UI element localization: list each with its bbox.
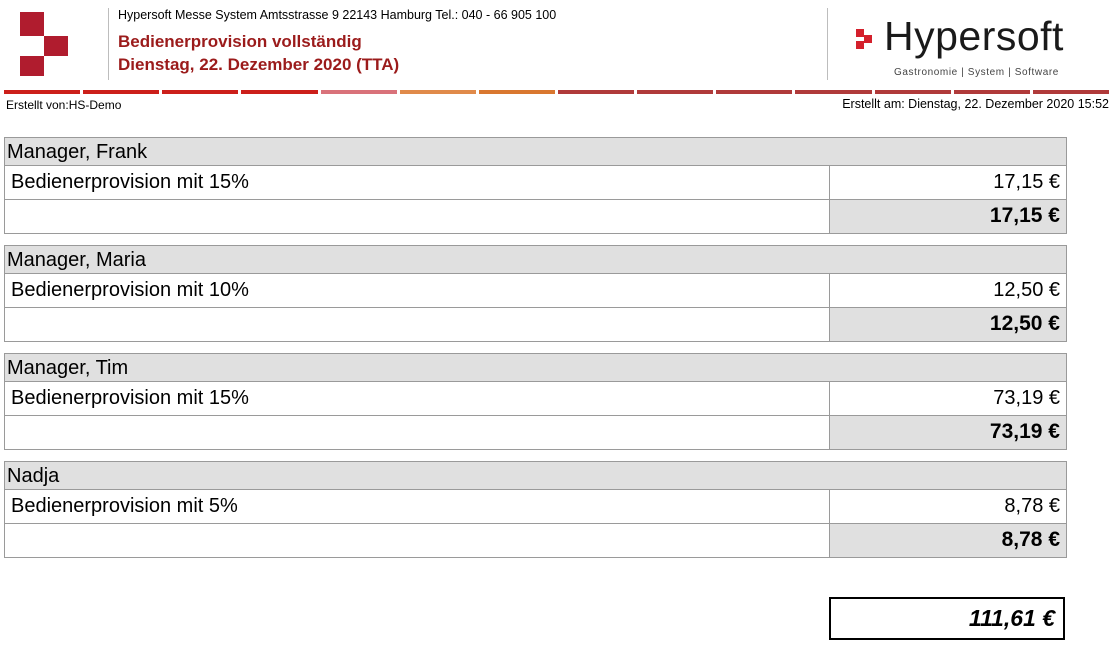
created-by: Erstellt von:HS-Demo bbox=[6, 98, 122, 112]
operator-group bbox=[4, 353, 1067, 450]
subtotal-value: 8,78 € bbox=[830, 524, 1066, 557]
brand-mark-icon bbox=[856, 29, 876, 49]
commission-value: 17,15 € bbox=[993, 171, 1060, 193]
commission-value: 8,78 € bbox=[1004, 495, 1060, 517]
grand-total: 111,61 € bbox=[829, 597, 1065, 640]
subtotal-row bbox=[4, 416, 1067, 450]
subtotal-value: 12,50 € bbox=[830, 308, 1066, 341]
commission-value: 73,19 € bbox=[993, 387, 1060, 409]
commission-label: Bedienerprovision mit 15% bbox=[5, 166, 830, 199]
company-logo bbox=[20, 12, 68, 76]
commission-row bbox=[4, 490, 1067, 524]
operator-group bbox=[4, 245, 1067, 342]
operator-name: Manager, Maria bbox=[4, 245, 1067, 274]
subtotal-label bbox=[5, 200, 830, 233]
subtotal-value: 17,15 € bbox=[830, 200, 1066, 233]
operator-name: Manager, Frank bbox=[4, 137, 1067, 166]
header-color-strip bbox=[4, 90, 1109, 94]
created-at: Erstellt am: Dienstag, 22. Dezember 2020 15:52 bbox=[842, 97, 1109, 111]
report-title: Bedienerprovision vollständig bbox=[118, 32, 362, 51]
operator-name: Nadja bbox=[4, 461, 1067, 490]
brand-name: Hypersoft bbox=[884, 13, 1064, 59]
operator-group bbox=[4, 137, 1067, 234]
subtotal-row bbox=[4, 308, 1067, 342]
commission-row bbox=[4, 166, 1067, 200]
hypersoft-brand-logo bbox=[850, 10, 1090, 80]
operator-name: Manager, Tim bbox=[4, 353, 1067, 382]
commission-label: Bedienerprovision mit 15% bbox=[5, 382, 830, 415]
company-address: Hypersoft Messe System Amtsstrasse 9 22143 Hamburg Tel.: 040 - 66 905 100 bbox=[118, 8, 557, 22]
commission-label: Bedienerprovision mit 10% bbox=[5, 274, 830, 307]
subtotal-label bbox=[5, 416, 830, 449]
commission-row bbox=[4, 274, 1067, 308]
subtotal-label bbox=[5, 308, 830, 341]
commission-label: Bedienerprovision mit 5% bbox=[5, 490, 830, 523]
operator-group bbox=[4, 461, 1067, 558]
subtotal-row bbox=[4, 524, 1067, 558]
subtotal-label bbox=[5, 524, 830, 557]
brand-tagline: Gastronomie | System | Software bbox=[894, 67, 1059, 78]
subtotal-value: 73,19 € bbox=[830, 416, 1066, 449]
report-date: Dienstag, 22. Dezember 2020 (TTA) bbox=[118, 55, 400, 74]
header-divider bbox=[108, 8, 109, 80]
commission-value: 12,50 € bbox=[993, 279, 1060, 301]
subtotal-row bbox=[4, 200, 1067, 234]
commission-row bbox=[4, 382, 1067, 416]
header-divider bbox=[827, 8, 828, 80]
